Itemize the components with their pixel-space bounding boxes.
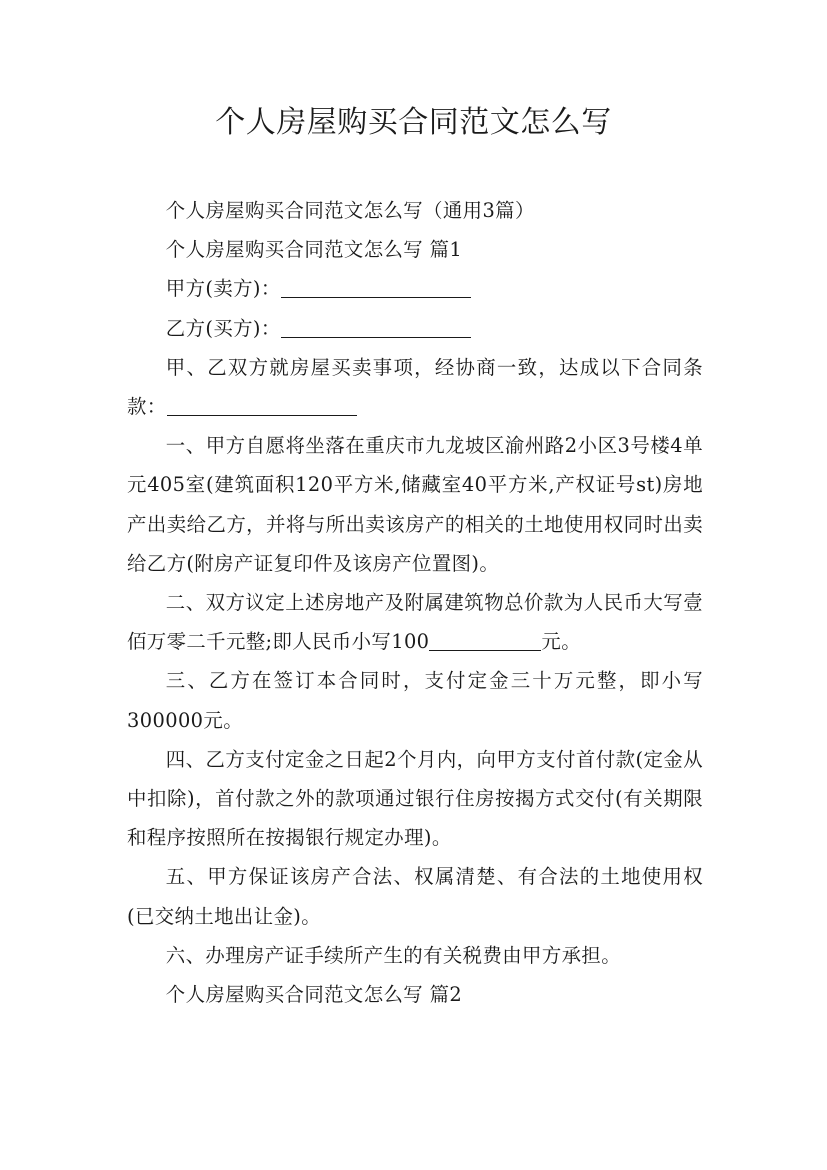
price-blank [429,631,541,651]
clause-3: 三、乙方在签订本合同时，支付定金三十万元整，即小写300000元。 [127,669,703,732]
preamble-text: 甲、乙双方就房屋买卖事项，经协商一致，达成以下合同条款： [127,355,703,419]
party-b-label: 乙方(买方)： [165,316,281,340]
party-b-blank [281,317,471,337]
party-a-line [127,269,703,308]
section1-heading: 个人房屋购买合同范文怎么写 篇1 [165,238,463,262]
clause-2 [127,583,703,661]
clause-2-suffix: 元。 [541,630,582,654]
party-a-label: 甲方(卖方)： [165,277,281,301]
clause-2-text: 二、双方议定上述房地产及附属建筑物总价款为人民币大写壹佰万零二千元整;即人民币小写100 [127,591,703,654]
clause-6: 六、办理房产证手续所产生的有关税费由甲方承担。 [165,943,621,967]
intro-line: 个人房屋购买合同范文怎么写（通用3篇） [165,199,535,222]
party-b-line [127,309,703,348]
clause-5: 五、甲方保证该房产合法、权属清楚、有合法的土地使用权(已交纳土地出让金)。 [127,865,703,928]
section2-heading: 个人房屋购买合同范文怎么写 篇2 [165,983,463,1007]
party-a-blank [281,278,471,298]
clause-4: 四、乙方支付定金之日起2个月内，向甲方支付首付款(定金从中扣除)，首付款之外的款项通过银行住房按揭方式交付(有关期限和程序按照所在按揭银行规定办理)。 [127,747,703,850]
preamble-blank [167,396,357,416]
document-title: 个人房屋购买合同范文怎么写 [215,105,612,140]
preamble-paragraph [127,348,703,426]
document-body [127,191,703,1014]
clause-1: 一、甲方自愿将坐落在重庆市九龙坡区渝州路2小区3号楼4单元405室(建筑面积120平方米,储藏室40平方米,产权证号st)房地产出卖给乙方，并将与所出卖该房产的相关的土地使用权同时出卖给乙方(附房产证复印件及该房产位置图)。 [127,434,703,575]
